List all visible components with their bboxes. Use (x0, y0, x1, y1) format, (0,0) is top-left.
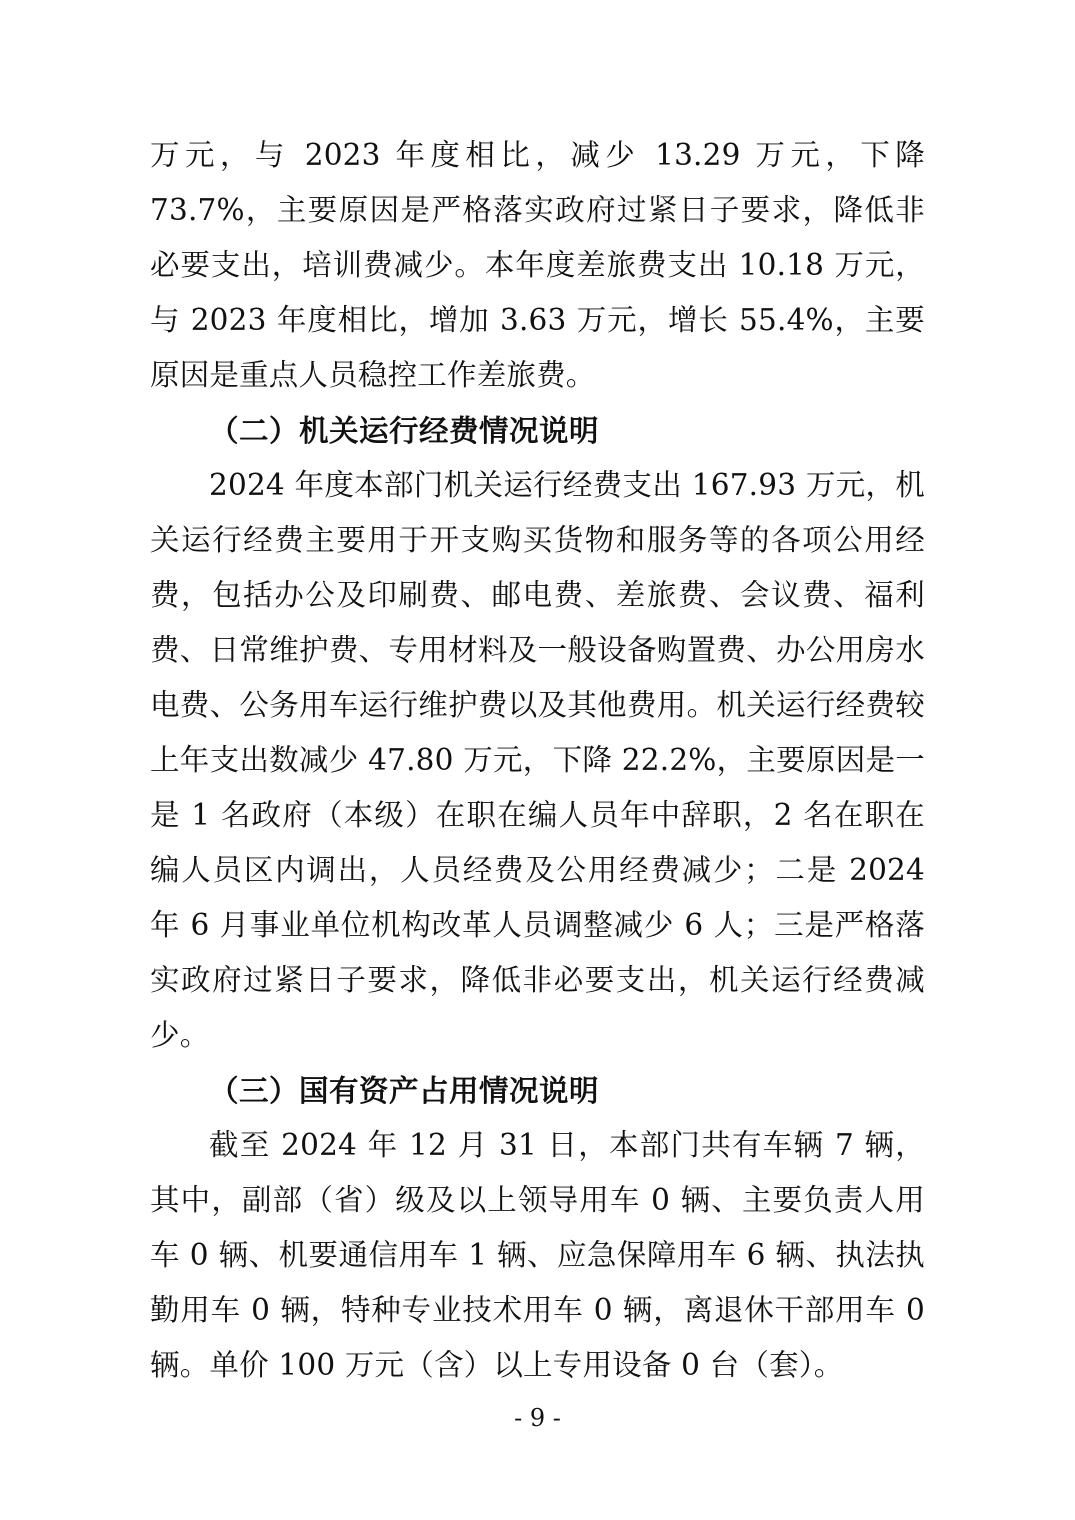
page-number: - 9 - (514, 1404, 561, 1432)
paragraph-expenditure-continued: 万元，与 2023 年度相比，减少 13.29 万元，下降 73.7%，主要原因是严格落实政府过紧日子要求，降低非必要支出，培训费减少。本年度差旅费支出 10.18 万元，与 2023 年度相比，增加 3.63 万元，增长 55.4%，主要原因是重点人员稳控工作差旅费。 (150, 138, 925, 392)
section-heading-state-owned-assets: （三）国有资产占用情况说明 (209, 1073, 600, 1108)
section-heading-agency-operating-expenses: （二）机关运行经费情况说明 (209, 413, 600, 448)
paragraph-state-owned-assets: 截至 2024 年 12 月 31 日，本部门共有车辆 7 辆，其中，副部（省）级及以上领导用车 0 辆、主要负责人用车 0 辆、机要通信用车 1 辆、应急保障用车 6 辆、执法执勤用车 0 辆，特种专业技术用车 0 辆，离退休干部用车 0 辆。单价 100 万元（含）以上专用设备 0 台（套）。 (150, 1128, 925, 1382)
paragraph-agency-operating-expenses: 2024 年度本部门机关运行经费支出 167.93 万元，机关运行经费主要用于开支购买货物和服务等的各项公用经费，包括办公及印刷费、邮电费、差旅费、会议费、福利费、日常维护费、专用材料及一般设备购置费、办公用房水电费、公务用车运行维护费以及其他费用。机关运行经费较上年支出数减少 47.80 万元，下降 22.2%，主要原因是一是 1 名政府（本级）在职在编人员年中辞职，2 名在职在编人员区内调出，人员经费及公用经费减少；二是 2024 年 6 月事业单位机构改革人员调整减少 6 人；三是严格落实政府过紧日子要求，降低非必要支出，机关运行经费减少。 (150, 468, 925, 1052)
